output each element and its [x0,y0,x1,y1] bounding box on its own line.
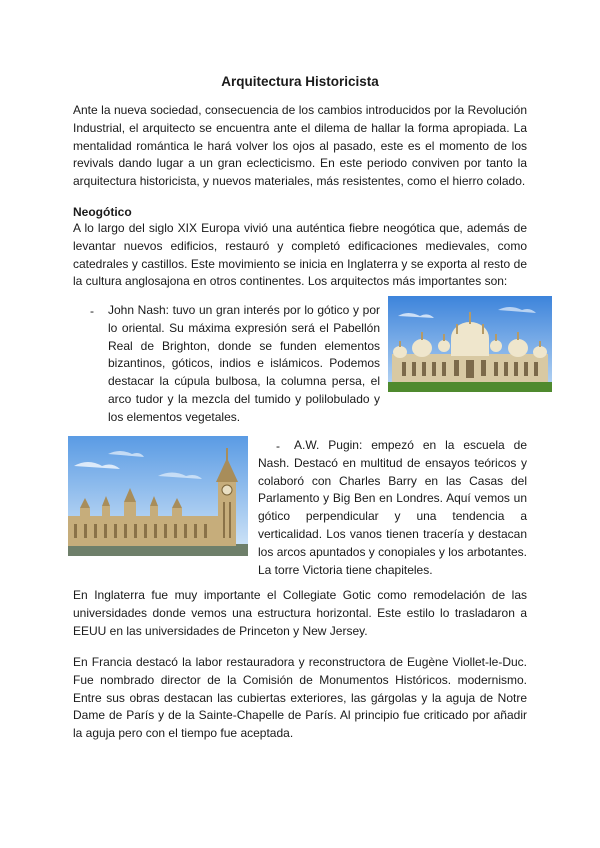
bullet-aw-pugin: A.W. Pugin: empezó en la escuela de Nash. Destacó en multitud de ensayos teóricos y colaboró con Charles Barry en las Casas del Parlamento y Big Ben en Londres. Aquí vemos un gótico perpendicular y una tendencia a verticalidad. Los vanos tienen tracería y destacan los arcos apuntados y conopiales y los arbotantes. La torre Victoria tiene chapiteles. [258,438,527,577]
section-intro-paragraph: A lo largo del siglo XIX Europa vivió una auténtica fiebre neogótica que, además de levantar nuevos edificios, restauró y completó edificaciones medievales, como catedrales y castillos. Este movimiento se inicia en Inglaterra y se exporta al resto de la cultura anglosajona en otros continentes. Los arquitectos más importantes son: [73,221,527,289]
intro-paragraph: Ante la nueva sociedad, consecuencia de los cambios introducidos por la Revolución Industrial, el arquitecto se encuentra ante el dilema de hallar la forma apropiada. La mentalidad romántica le hará volver los ojos al pasado, este es el momento de los revivals dando lugar a un gran eclecticismo. En este periodo conviven por tanto la arquitectura historicista, y nuevos materiales, más resistentes, como el hierro colado. [73,103,527,189]
bullet-john-nash: John Nash: tuvo un gran interés por lo gótico y por lo oriental. Su máxima expresión será el Pabellón Real de Brighton, donde se funden elementos bizantinos, góticos, indios e islámicos. Podemos destacar la cúpula bulbosa, la columna persa, el arco tudor y la mezcla del tumido y polilobulado y los elementos vegetales. [108,303,380,424]
parliament-big-ben-photo [68,436,248,556]
royal-pavilion-brighton-photo [388,296,552,392]
collegiate-gothic-paragraph: En Inglaterra fue muy importante el Collegiate Gotic como remodelación de las universidades donde vemos una estructura horizontal. Este estilo lo trasladaron a EEUU en las universidades de Princeton y New Jersey. [73,588,527,638]
section-heading: Neogótico [73,205,132,219]
parliament-illustration [68,436,248,556]
bullet-dash: - [276,439,280,453]
page-title: Arquitectura Historicista [221,74,379,89]
bullet-dash: - [90,304,94,318]
viollet-le-duc-paragraph: En Francia destacó la labor restauradora y reconstructora de Eugène Viollet-le-Duc. Fue nombrado director de la Comisión de Monumentos Históricos. modernismo. Entre sus obras destacan las cubiertas exteriores, las gárgolas y la aguja de Notre Dame de París y de la Sainte-Chapelle de París. Al principio fue criticado por añadir la aguja pero con el tiempo fue aceptada. [73,655,527,741]
royal-pavilion-illustration [388,296,552,392]
